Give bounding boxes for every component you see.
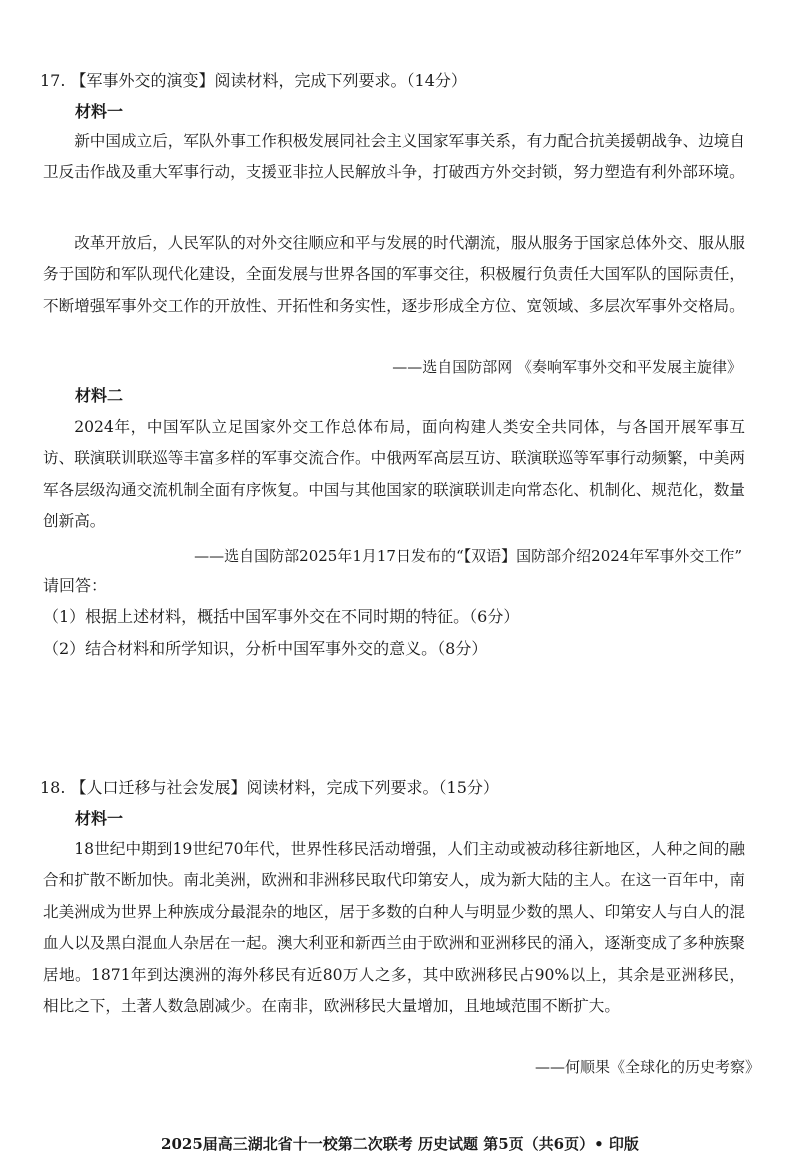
q17-material-2-label: 材料二 (75, 386, 124, 405)
q18-material-1-label: 材料一 (75, 809, 124, 828)
page-footer: 2025届高三湖北省十一校第二次联考 历史试题 第5页（共6页）• 印版 (161, 1135, 639, 1153)
q17-material-1-paragraph-2: 改革开放后，人民军队的对外交往顺应和平与发展的时代潮流，服从服务于国家总体外交、服从服务于国防和军队现代化建设，全面发展与世界各国的军事交往，积极履行负责任大国军队的国际责任，不断增强军事外交工作的开放性、开拓性和务实性，逐步形成全方位、宽领域、多层次军事外交格局。 (43, 234, 745, 315)
q17-sub-question-1: （1）根据上述材料，概括中国军事外交在不同时期的特征。（6分） (43, 607, 520, 626)
q18-material-1-source: ——何顺果《全球化的历史考察》 (534, 1058, 760, 1076)
q17-material-1-source: ——选自国防部网 《奏响军事外交和平发展主旋律》 (392, 358, 742, 376)
q17-material-2-paragraph: 2024年，中国军队立足国家外交工作总体布局，面向构建人类安全共同体，与各国开展军事互访、联演联训联巡等丰富多样的军事交流合作。中俄两军高层互访、联演联巡等军事行动频繁，中美两军各层级沟通交流机制全面有序恢复。中国与其他国家的联演联训走向常态化、机制化、规范化，数量创新高。 (43, 418, 745, 531)
q17-material-2-source: ——选自国防部2025年1月17日发布的“【双语】国防部介绍2024年军事外交工作” (194, 547, 742, 565)
q17-material-1-label: 材料一 (75, 102, 124, 121)
q17-material-1-paragraph-1: 新中国成立后，军队外事工作积极发展同社会主义国家军事关系，有力配合抗美援朝战争、边境自卫反击作战及重大军事行动，支援亚非拉人民解放斗争，打破西方外交封锁，努力塑造有利外部环境。 (43, 132, 745, 182)
q17-prompt: 请回答： (43, 576, 108, 595)
q17-sub-question-2: （2）结合材料和所学知识，分析中国军事外交的意义。（8分） (43, 639, 488, 658)
question-17-heading: 17. 【军事外交的演变】阅读材料，完成下列要求。（14分） (40, 71, 467, 90)
question-18-heading: 18. 【人口迁移与社会发展】阅读材料，完成下列要求。（15分） (40, 778, 499, 797)
q18-material-1-paragraph: 18世纪中期到19世纪70年代，世界性移民活动增强，人们主动或被动移往新地区，人种之间的融合和扩散不断加快。南北美洲，欧洲和非洲移民取代印第安人，成为新大陆的主人。在这一百年中，南北美洲成为世界上种族成分最混杂的地区，居于多数的白种人与明显少数的黑人、印第安人与白人的混血人以及黑白混血人杂居在一起。澳大利亚和新西兰由于欧洲和亚洲移民的涌入，逐渐变成了多种族聚居地。1871年到达澳洲的海外移民有近80万人之多，其中欧洲移民占90%以上，其余是亚洲移民，相比之下，土著人数急剧减少。在南非，欧洲移民大量增加，且地域范围不断扩大。 (43, 840, 745, 1016)
